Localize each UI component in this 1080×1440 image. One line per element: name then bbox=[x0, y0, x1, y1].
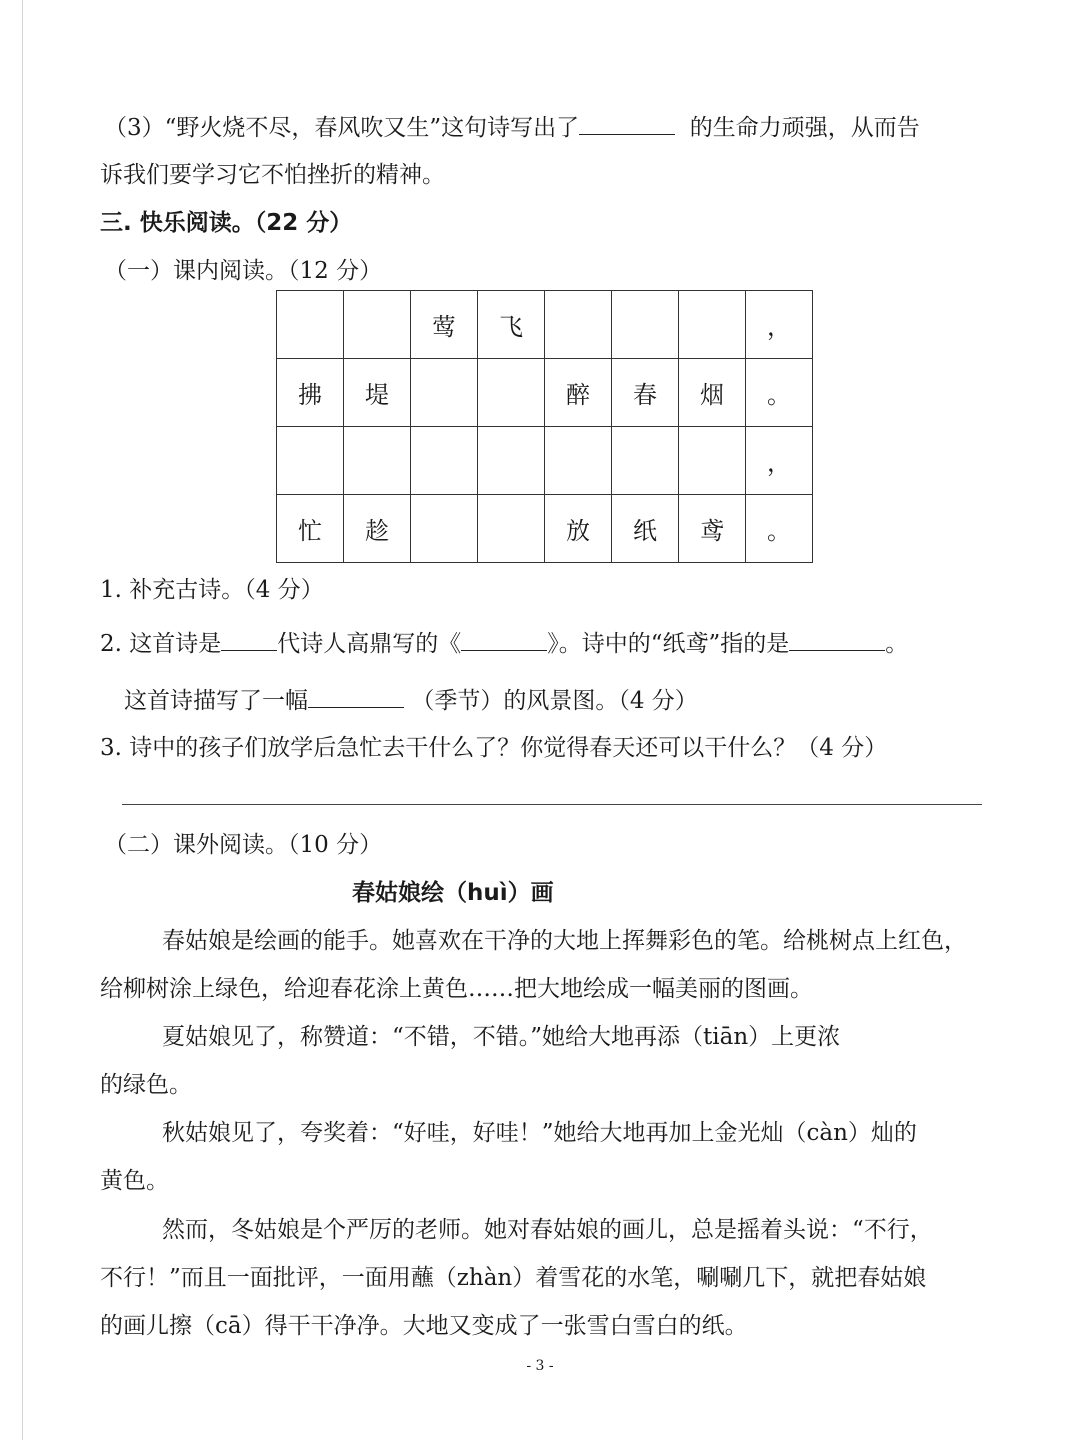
grid-cell[interactable] bbox=[277, 291, 344, 359]
page-edge bbox=[22, 0, 23, 1440]
grid-cell: 拂 bbox=[277, 359, 344, 427]
story-paragraph: 的绿色。 bbox=[100, 1072, 192, 1098]
question-1: 1. 补充古诗。（4 分） bbox=[100, 577, 324, 603]
grid-cell: ， bbox=[746, 291, 813, 359]
grid-cell[interactable] bbox=[411, 427, 478, 495]
q3-line1: （3）“野火烧不尽，春风吹又生”这句诗写出了 的生命力顽强，从而告 bbox=[104, 112, 920, 143]
grid-cell: 。 bbox=[746, 359, 813, 427]
grid-cell[interactable] bbox=[344, 427, 411, 495]
grid-cell: 。 bbox=[746, 495, 813, 563]
q3-line2: 诉我们要学习它不怕挫折的精神。 bbox=[100, 162, 445, 188]
story-paragraph: 黄色。 bbox=[100, 1168, 169, 1194]
grid-cell[interactable] bbox=[545, 291, 612, 359]
story-paragraph: 给柳树涂上绿色，给迎春花涂上黄色……把大地绘成一幅美丽的图画。 bbox=[100, 976, 813, 1002]
grid-cell[interactable] bbox=[679, 427, 746, 495]
grid-row bbox=[277, 427, 813, 495]
grid-cell: 醉 bbox=[545, 359, 612, 427]
grid-row bbox=[277, 359, 813, 427]
story-paragraph: 夏姑娘见了，称赞道：“不错，不错。”她给大地再添（tiān）上更浓 bbox=[162, 1024, 841, 1050]
grid-cell: 趁 bbox=[344, 495, 411, 563]
question-3: 3. 诗中的孩子们放学后急忙去干什么了？你觉得春天还可以干什么？（4 分） bbox=[100, 735, 888, 761]
part1-title: （一）课内阅读。（12 分） bbox=[104, 258, 383, 284]
grid-cell: 鸢 bbox=[679, 495, 746, 563]
story-paragraph: 秋姑娘见了，夸奖着：“好哇，好哇！”她给大地再加上金光灿（càn）灿的 bbox=[162, 1120, 917, 1146]
kite-meaning-blank[interactable] bbox=[789, 628, 885, 651]
grid-cell[interactable] bbox=[277, 427, 344, 495]
grid-cell: 纸 bbox=[612, 495, 679, 563]
page-number: - 3 - bbox=[526, 1358, 554, 1374]
answer-line[interactable] bbox=[122, 804, 982, 805]
grid-cell[interactable] bbox=[612, 427, 679, 495]
story-paragraph: 的画儿擦（cā）得干干净净。大地又变成了一张雪白雪白的纸。 bbox=[100, 1313, 748, 1339]
story-title: 春姑娘绘（huì）画 bbox=[352, 880, 554, 906]
grid-cell[interactable] bbox=[478, 427, 545, 495]
grid-cell: 飞 bbox=[478, 291, 545, 359]
part2-title: （二）课外阅读。（10 分） bbox=[104, 832, 383, 858]
grid-cell[interactable] bbox=[679, 291, 746, 359]
grid-cell: 忙 bbox=[277, 495, 344, 563]
grid-cell: 放 bbox=[545, 495, 612, 563]
grid-cell[interactable] bbox=[411, 359, 478, 427]
grid-cell: ， bbox=[746, 427, 813, 495]
grid-row bbox=[277, 291, 813, 359]
q3-blank[interactable] bbox=[579, 112, 675, 135]
poem-title-blank[interactable] bbox=[461, 628, 547, 651]
story-paragraph: 不行！”而且一面批评，一面用蘸（zhàn）着雪花的水笔，唰唰几下，就把春姑娘 bbox=[100, 1265, 927, 1291]
question-2-line2: 这首诗描写了一幅 （季节）的风景图。（4 分） bbox=[124, 685, 698, 716]
grid-cell[interactable] bbox=[478, 495, 545, 563]
story-paragraph: 春姑娘是绘画的能手。她喜欢在干净的大地上挥舞彩色的笔。给桃树点上红色， bbox=[162, 928, 967, 954]
grid-cell: 莺 bbox=[411, 291, 478, 359]
poem-grid bbox=[276, 290, 813, 563]
grid-cell[interactable] bbox=[612, 291, 679, 359]
season-blank[interactable] bbox=[308, 685, 404, 708]
grid-row bbox=[277, 495, 813, 563]
question-2-line1: 2. 这首诗是 代诗人高鼎写的《 》。诗中的“纸鸢”指的是 。 bbox=[100, 628, 908, 659]
grid-cell: 堤 bbox=[344, 359, 411, 427]
grid-cell[interactable] bbox=[344, 291, 411, 359]
story-paragraph: 然而，冬姑娘是个严厉的老师。她对春姑娘的画儿，总是摇着头说：“不行， bbox=[162, 1217, 933, 1243]
grid-cell: 春 bbox=[612, 359, 679, 427]
grid-cell: 烟 bbox=[679, 359, 746, 427]
dynasty-blank[interactable] bbox=[221, 628, 277, 651]
grid-cell[interactable] bbox=[545, 427, 612, 495]
grid-cell[interactable] bbox=[411, 495, 478, 563]
section-title: 三. 快乐阅读。（22 分） bbox=[100, 210, 353, 236]
grid-cell[interactable] bbox=[478, 359, 545, 427]
